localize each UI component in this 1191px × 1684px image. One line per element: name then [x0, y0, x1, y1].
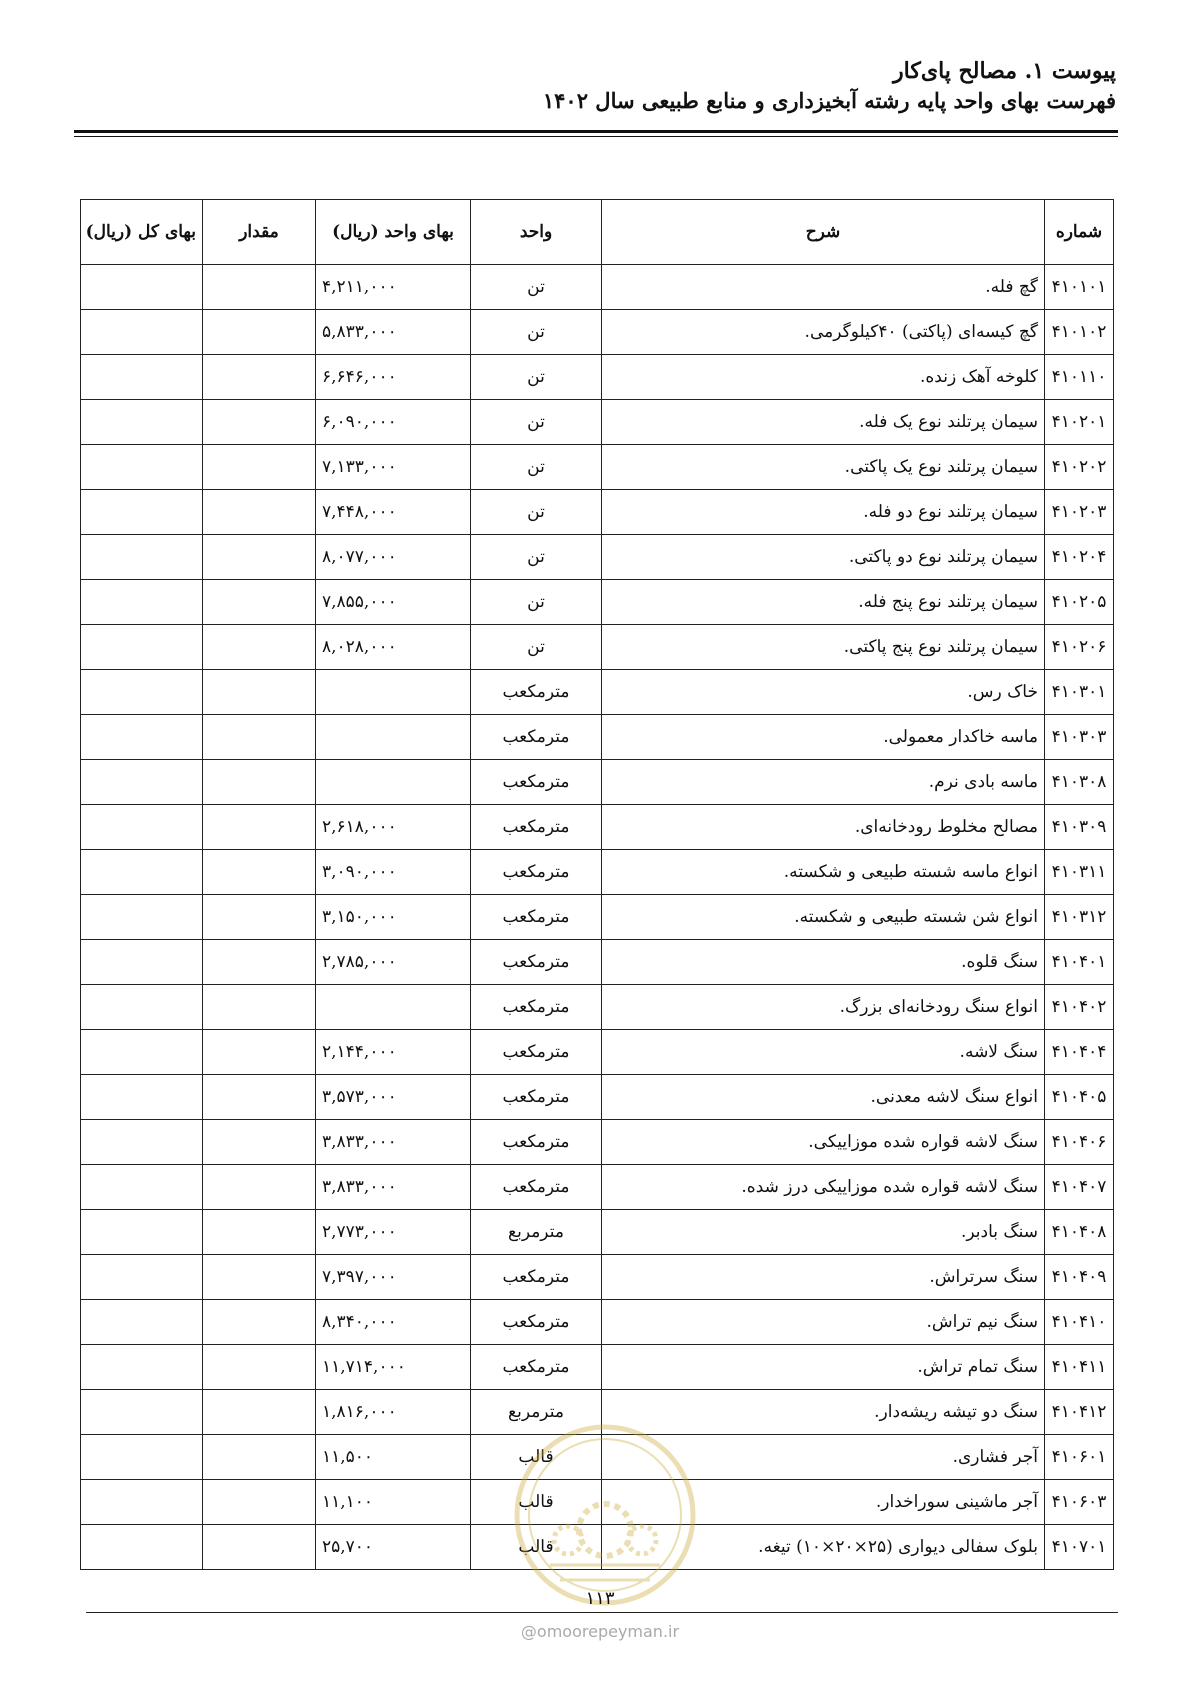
cell-total-price — [81, 265, 203, 310]
cell-quantity — [203, 265, 316, 310]
cell-code: ۴۱۰۴۰۷ — [1045, 1165, 1114, 1210]
cell-unit-price: ۴,۲۱۱,۰۰۰ — [316, 265, 471, 310]
cell-unit-price: ۱۱,۱۰۰ — [316, 1480, 471, 1525]
column-header-code: شماره — [1045, 200, 1114, 265]
cell-unit: قالب — [471, 1435, 602, 1480]
cell-quantity — [203, 1075, 316, 1120]
price-table — [80, 199, 1114, 1570]
cell-total-price — [81, 1165, 203, 1210]
cell-total-price — [81, 400, 203, 445]
cell-unit: تن — [471, 490, 602, 535]
cell-description: مصالح مخلوط رودخانه‌ای. — [602, 805, 1045, 850]
cell-code: ۴۱۰۳۱۲ — [1045, 895, 1114, 940]
cell-quantity — [203, 310, 316, 355]
cell-unit-price — [316, 760, 471, 805]
table-row — [81, 850, 1114, 895]
cell-code: ۴۱۰۶۰۱ — [1045, 1435, 1114, 1480]
cell-code: ۴۱۰۳۱۱ — [1045, 850, 1114, 895]
cell-quantity — [203, 355, 316, 400]
cell-description: سنگ دو تیشه ریشه‌دار. — [602, 1390, 1045, 1435]
cell-quantity — [203, 940, 316, 985]
cell-total-price — [81, 1030, 203, 1075]
cell-total-price — [81, 1525, 203, 1570]
cell-description: سنگ بادبر. — [602, 1210, 1045, 1255]
cell-code: ۴۱۰۴۰۲ — [1045, 985, 1114, 1030]
cell-description: ماسه خاکدار معمولی. — [602, 715, 1045, 760]
cell-description: بلوک سفالی دیواری (۲۵×۲۰×۱۰) تیغه. — [602, 1525, 1045, 1570]
cell-unit: تن — [471, 355, 602, 400]
cell-code: ۴۱۰۳۰۸ — [1045, 760, 1114, 805]
table-row — [81, 895, 1114, 940]
table-row — [81, 625, 1114, 670]
cell-unit: مترمکعب — [471, 940, 602, 985]
cell-unit: مترمکعب — [471, 1120, 602, 1165]
table-row — [81, 580, 1114, 625]
table-row — [81, 445, 1114, 490]
cell-total-price — [81, 1075, 203, 1120]
cell-description: سنگ لاشه قواره شده موزاییکی درز شده. — [602, 1165, 1045, 1210]
cell-description: آجر ماشینی سوراخدار. — [602, 1480, 1045, 1525]
cell-total-price — [81, 580, 203, 625]
table-row — [81, 985, 1114, 1030]
column-header-unit: واحد — [471, 200, 602, 265]
cell-total-price — [81, 895, 203, 940]
cell-quantity — [203, 760, 316, 805]
cell-unit-price: ۸,۳۴۰,۰۰۰ — [316, 1300, 471, 1345]
table-row — [81, 1255, 1114, 1300]
cell-quantity — [203, 715, 316, 760]
cell-code: ۴۱۰۴۱۱ — [1045, 1345, 1114, 1390]
cell-total-price — [81, 1345, 203, 1390]
cell-unit: قالب — [471, 1480, 602, 1525]
cell-description: گچ فله. — [602, 265, 1045, 310]
cell-code: ۴۱۰۲۰۱ — [1045, 400, 1114, 445]
cell-code: ۴۱۰۴۱۰ — [1045, 1300, 1114, 1345]
cell-code: ۴۱۰۲۰۵ — [1045, 580, 1114, 625]
table-row — [81, 1300, 1114, 1345]
cell-code: ۴۱۰۲۰۳ — [1045, 490, 1114, 535]
table-row — [81, 535, 1114, 580]
cell-total-price — [81, 1255, 203, 1300]
cell-unit: مترمربع — [471, 1390, 602, 1435]
cell-unit-price: ۸,۰۷۷,۰۰۰ — [316, 535, 471, 580]
cell-unit-price: ۲,۷۷۳,۰۰۰ — [316, 1210, 471, 1255]
table-row — [81, 310, 1114, 355]
table-row — [81, 1210, 1114, 1255]
cell-total-price — [81, 1390, 203, 1435]
cell-unit: تن — [471, 400, 602, 445]
cell-unit-price: ۷,۴۴۸,۰۰۰ — [316, 490, 471, 535]
page-number: ۱۱۳ — [585, 1588, 615, 1609]
cell-description: سیمان پرتلند نوع دو پاکتی. — [602, 535, 1045, 580]
cell-unit: مترمکعب — [471, 805, 602, 850]
cell-description: سنگ لاشه. — [602, 1030, 1045, 1075]
table-row — [81, 265, 1114, 310]
cell-unit-price — [316, 670, 471, 715]
table-body — [81, 265, 1114, 1570]
cell-description: سنگ سرتراش. — [602, 1255, 1045, 1300]
cell-quantity — [203, 1525, 316, 1570]
cell-quantity — [203, 985, 316, 1030]
cell-description: آجر فشاری. — [602, 1435, 1045, 1480]
cell-unit-price: ۲۵,۷۰۰ — [316, 1525, 471, 1570]
cell-unit: مترمکعب — [471, 1300, 602, 1345]
cell-code: ۴۱۰۱۱۰ — [1045, 355, 1114, 400]
cell-code: ۴۱۰۴۱۲ — [1045, 1390, 1114, 1435]
cell-unit-price: ۵,۸۳۳,۰۰۰ — [316, 310, 471, 355]
table-header-row — [81, 200, 1114, 265]
cell-unit: مترمکعب — [471, 1075, 602, 1120]
cell-unit: مترمکعب — [471, 895, 602, 940]
cell-quantity — [203, 1480, 316, 1525]
table-row — [81, 400, 1114, 445]
cell-total-price — [81, 310, 203, 355]
cell-unit-price: ۳,۸۳۳,۰۰۰ — [316, 1120, 471, 1165]
cell-unit-price: ۷,۳۹۷,۰۰۰ — [316, 1255, 471, 1300]
cell-total-price — [81, 760, 203, 805]
cell-unit: مترمکعب — [471, 985, 602, 1030]
cell-total-price — [81, 1435, 203, 1480]
cell-unit-price — [316, 985, 471, 1030]
watermark-site: @omoorepeyman.ir — [520, 1622, 680, 1641]
cell-code: ۴۱۰۴۰۱ — [1045, 940, 1114, 985]
cell-unit-price: ۸,۰۲۸,۰۰۰ — [316, 625, 471, 670]
cell-quantity — [203, 895, 316, 940]
cell-unit: مترمکعب — [471, 1255, 602, 1300]
cell-description: خاک رس. — [602, 670, 1045, 715]
cell-description: ماسه بادی نرم. — [602, 760, 1045, 805]
cell-quantity — [203, 1120, 316, 1165]
cell-code: ۴۱۰۲۰۲ — [1045, 445, 1114, 490]
cell-code: ۴۱۰۳۰۱ — [1045, 670, 1114, 715]
cell-unit: مترمکعب — [471, 1030, 602, 1075]
cell-unit-price: ۱۱,۷۱۴,۰۰۰ — [316, 1345, 471, 1390]
cell-unit: مترمکعب — [471, 670, 602, 715]
cell-quantity — [203, 1210, 316, 1255]
cell-description: انواع شن شسته طبیعی و شکسته. — [602, 895, 1045, 940]
cell-unit-price: ۱۱,۵۰۰ — [316, 1435, 471, 1480]
cell-unit: مترمکعب — [471, 1165, 602, 1210]
table-row — [81, 715, 1114, 760]
cell-total-price — [81, 940, 203, 985]
table-row — [81, 760, 1114, 805]
cell-code: ۴۱۰۴۰۹ — [1045, 1255, 1114, 1300]
cell-code: ۴۱۰۲۰۶ — [1045, 625, 1114, 670]
cell-total-price — [81, 1480, 203, 1525]
cell-description: سنگ نیم تراش. — [602, 1300, 1045, 1345]
table-row — [81, 1120, 1114, 1165]
cell-unit-price: ۷,۸۵۵,۰۰۰ — [316, 580, 471, 625]
cell-code: ۴۱۰۴۰۸ — [1045, 1210, 1114, 1255]
appendix-title: پیوست ۱. مصالح پای‌کار — [893, 58, 1116, 84]
cell-description: انواع سنگ لاشه معدنی. — [602, 1075, 1045, 1120]
cell-total-price — [81, 490, 203, 535]
table-row — [81, 355, 1114, 400]
cell-quantity — [203, 850, 316, 895]
cell-quantity — [203, 580, 316, 625]
table-row — [81, 1075, 1114, 1120]
cell-unit: قالب — [471, 1525, 602, 1570]
table-row — [81, 490, 1114, 535]
cell-total-price — [81, 985, 203, 1030]
cell-quantity — [203, 670, 316, 715]
cell-unit-price: ۷,۱۳۳,۰۰۰ — [316, 445, 471, 490]
cell-code: ۴۱۰۴۰۶ — [1045, 1120, 1114, 1165]
column-header-description: شرح — [602, 200, 1045, 265]
page-header — [76, 58, 1116, 113]
table-row — [81, 1030, 1114, 1075]
cell-total-price — [81, 850, 203, 895]
cell-description: انواع سنگ رودخانه‌ای بزرگ. — [602, 985, 1045, 1030]
cell-description: سنگ تمام تراش. — [602, 1345, 1045, 1390]
cell-unit-price: ۳,۱۵۰,۰۰۰ — [316, 895, 471, 940]
cell-unit-price: ۲,۶۱۸,۰۰۰ — [316, 805, 471, 850]
cell-description: سیمان پرتلند نوع یک پاکتی. — [602, 445, 1045, 490]
cell-quantity — [203, 625, 316, 670]
cell-code: ۴۱۰۱۰۲ — [1045, 310, 1114, 355]
cell-quantity — [203, 1030, 316, 1075]
cell-unit: تن — [471, 580, 602, 625]
cell-unit-price: ۳,۰۹۰,۰۰۰ — [316, 850, 471, 895]
cell-total-price — [81, 535, 203, 580]
cell-description: سیمان پرتلند نوع پنج پاکتی. — [602, 625, 1045, 670]
cell-description: سنگ لاشه قواره شده موزاییکی. — [602, 1120, 1045, 1165]
table-row — [81, 805, 1114, 850]
cell-unit-price: ۳,۵۷۳,۰۰۰ — [316, 1075, 471, 1120]
cell-total-price — [81, 1120, 203, 1165]
column-header-unit-price: بهای واحد (ریال) — [316, 200, 471, 265]
cell-unit: مترمکعب — [471, 1345, 602, 1390]
cell-code: ۴۱۰۴۰۴ — [1045, 1030, 1114, 1075]
cell-quantity — [203, 535, 316, 580]
cell-code: ۴۱۰۷۰۱ — [1045, 1525, 1114, 1570]
cell-description: سنگ قلوه. — [602, 940, 1045, 985]
footer-rule — [86, 1612, 1118, 1613]
cell-quantity — [203, 445, 316, 490]
cell-description: گچ کیسه‌ای (پاکتی) ۴۰کیلوگرمی. — [602, 310, 1045, 355]
cell-unit: تن — [471, 310, 602, 355]
column-header-total-price: بهای کل (ریال) — [81, 200, 203, 265]
table-row — [81, 670, 1114, 715]
cell-unit: تن — [471, 625, 602, 670]
cell-description: سیمان پرتلند نوع دو فله. — [602, 490, 1045, 535]
cell-quantity — [203, 1390, 316, 1435]
cell-unit-price — [316, 715, 471, 760]
cell-description: انواع ماسه شسته طبیعی و شکسته. — [602, 850, 1045, 895]
header-rule-thick — [74, 130, 1118, 133]
header-rule-thin — [74, 136, 1118, 137]
cell-total-price — [81, 670, 203, 715]
cell-quantity — [203, 805, 316, 850]
cell-total-price — [81, 625, 203, 670]
cell-unit: تن — [471, 265, 602, 310]
cell-total-price — [81, 1300, 203, 1345]
cell-code: ۴۱۰۱۰۱ — [1045, 265, 1114, 310]
cell-quantity — [203, 490, 316, 535]
cell-quantity — [203, 1165, 316, 1210]
cell-code: ۴۱۰۴۰۵ — [1045, 1075, 1114, 1120]
cell-unit: مترمکعب — [471, 850, 602, 895]
cell-total-price — [81, 355, 203, 400]
watermark-stamp — [510, 1420, 700, 1610]
cell-total-price — [81, 805, 203, 850]
cell-description: سیمان پرتلند نوع یک فله. — [602, 400, 1045, 445]
cell-description: سیمان پرتلند نوع پنج فله. — [602, 580, 1045, 625]
cell-unit-price: ۳,۸۳۳,۰۰۰ — [316, 1165, 471, 1210]
cell-unit: تن — [471, 535, 602, 580]
cell-unit-price: ۲,۷۸۵,۰۰۰ — [316, 940, 471, 985]
cell-unit: مترمکعب — [471, 760, 602, 805]
cell-unit-price: ۶,۶۴۶,۰۰۰ — [316, 355, 471, 400]
cell-quantity — [203, 1255, 316, 1300]
cell-code: ۴۱۰۳۰۳ — [1045, 715, 1114, 760]
table-row — [81, 1345, 1114, 1390]
cell-code: ۴۱۰۲۰۴ — [1045, 535, 1114, 580]
column-header-quantity: مقدار — [203, 200, 316, 265]
cell-unit: مترمکعب — [471, 715, 602, 760]
document-title: فهرست بهای واحد پایه رشته آبخیزداری و منابع طبیعی سال ۱۴۰۲ — [542, 88, 1116, 113]
cell-unit: تن — [471, 445, 602, 490]
cell-unit-price: ۱,۸۱۶,۰۰۰ — [316, 1390, 471, 1435]
cell-code: ۴۱۰۶۰۳ — [1045, 1480, 1114, 1525]
cell-quantity — [203, 400, 316, 445]
cell-total-price — [81, 1210, 203, 1255]
cell-quantity — [203, 1345, 316, 1390]
cell-description: کلوخه آهک زنده. — [602, 355, 1045, 400]
cell-unit-price: ۲,۱۴۴,۰۰۰ — [316, 1030, 471, 1075]
cell-total-price — [81, 445, 203, 490]
cell-code: ۴۱۰۳۰۹ — [1045, 805, 1114, 850]
cell-total-price — [81, 715, 203, 760]
cell-quantity — [203, 1300, 316, 1345]
cell-quantity — [203, 1435, 316, 1480]
cell-unit: مترمربع — [471, 1210, 602, 1255]
table-row — [81, 1165, 1114, 1210]
cell-unit-price: ۶,۰۹۰,۰۰۰ — [316, 400, 471, 445]
table-row — [81, 940, 1114, 985]
